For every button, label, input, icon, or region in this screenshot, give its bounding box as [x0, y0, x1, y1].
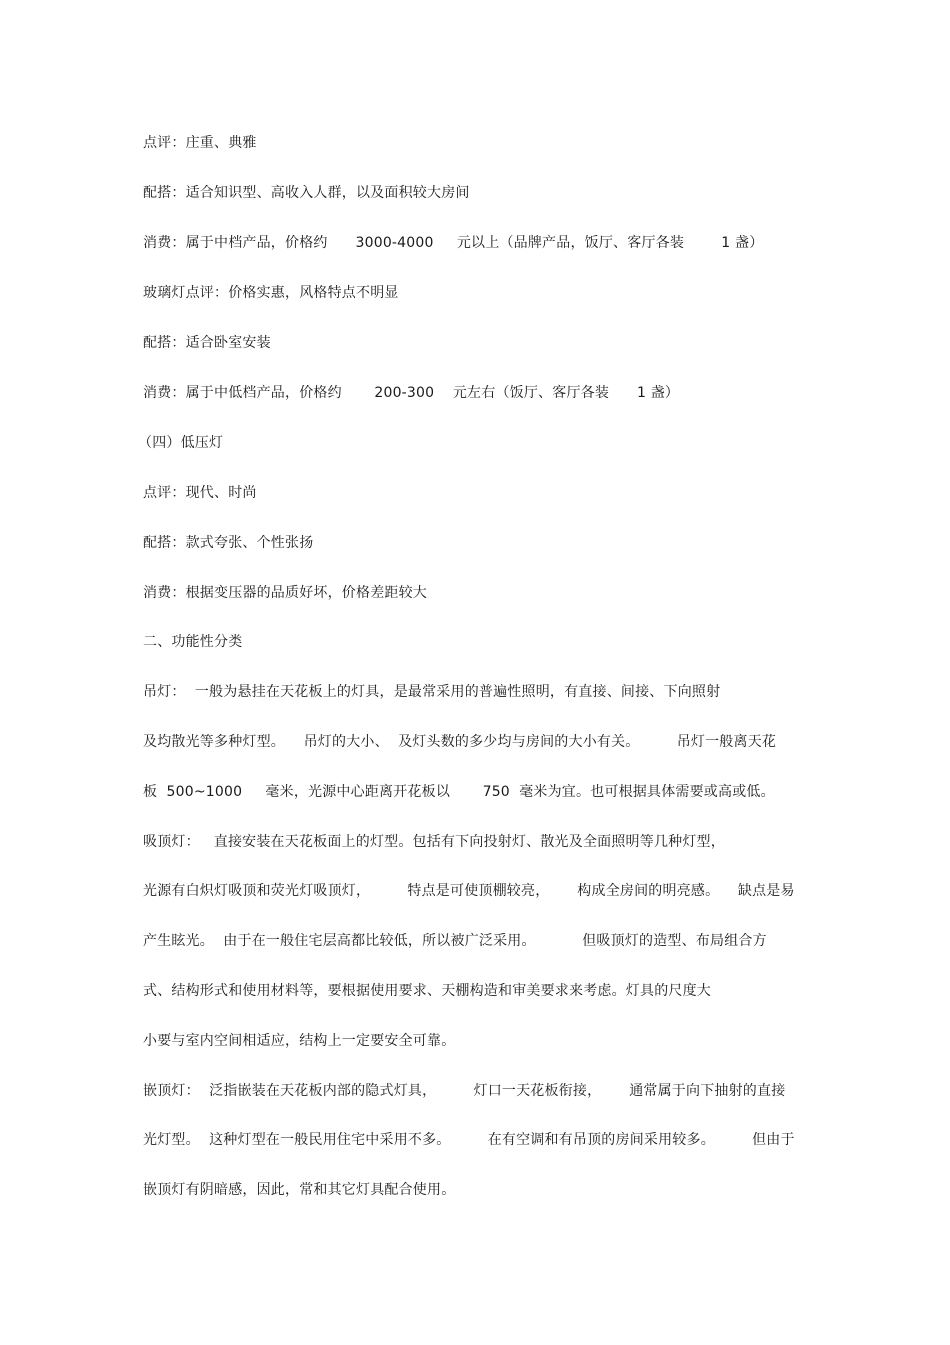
text-line-pendant-2: 及均散光等多种灯型。 吊灯的大小、 及灯头数的多少均与房间的大小有关。 吊灯一般离天花 [143, 734, 777, 750]
text-line-ceiling-4: 式、结构形式和使用材料等，要根据使用要求、天棚构造和审美要求来考虑。灯具的尺度大 [143, 983, 711, 999]
text-line-match-style: 配搭：款式夸张、个性张扬 [143, 535, 314, 551]
text-line-consume-transformer: 消费：根据变压器的品质好坏，价格差距较大 [143, 585, 427, 601]
section-heading-functional: 二、功能性分类 [143, 634, 243, 650]
text-line-consume-low: 消费：属于中低档产品，价格约 200-300 元左右（饭厅、客厅各装 1 盏） [143, 385, 680, 401]
text-line-recessed-1: 嵌顶灯： 泛指嵌装在天花板内部的隐式灯具， 灯口一天花板衔接， 通常属于向下抽射的直接 [143, 1083, 786, 1099]
text-line-pendant-1: 吊灯： 一般为悬挂在天花板上的灯具，是最常采用的普遍性照明，有直接、间接、下向照射 [143, 684, 721, 700]
text-line-ceiling-2: 光源有白炽灯吸顶和荧光灯吸顶灯， 特点是可使顶棚较亮， 构成全房间的明亮感。 缺点是易 [143, 883, 795, 899]
section-heading-low-voltage: （四）低压灯 [138, 435, 224, 451]
text-line-pendant-3: 板 500~1000 毫米，光源中心距离开花板以 750 毫米为宜。也可根据具体需要或高或低。 [143, 784, 775, 800]
text-line-review-modern: 点评：现代、时尚 [143, 485, 257, 501]
text-line-recessed-3: 嵌顶灯有阴暗感，因此，常和其它灯具配合使用。 [143, 1182, 456, 1198]
text-line-ceiling-3: 产生眩光。 由于在一般住宅层高都比较低，所以被广泛采用。 但吸顶灯的造型、布局组合方 [143, 933, 767, 949]
text-line-glass-review: 玻璃灯点评：价格实惠，风格特点不明显 [143, 285, 399, 301]
text-line-match-bedroom: 配搭：适合卧室安装 [143, 335, 271, 351]
text-line-consume-mid: 消费：属于中档产品，价格约 3000-4000 元以上（品牌产品，饭厅、客厅各装 1 盏） [143, 235, 764, 251]
text-line-ceiling-5: 小要与室内空间相适应，结构上一定要安全可靠。 [143, 1033, 456, 1049]
text-line-ceiling-1: 吸顶灯： 直接安装在天花板面上的灯型。包括有下向投射灯、散光及全面照明等几种灯型， [143, 834, 725, 850]
text-line-review-solemn: 点评：庄重、典雅 [143, 135, 257, 151]
text-line-match-knowledge: 配搭：适合知识型、高收入人群，以及面积较大房间 [143, 185, 470, 201]
text-line-recessed-2: 光灯型。 这种灯型在一般民用住宅中采用不多。 在有空调和有吊顶的房间采用较多。 但由于 [143, 1132, 795, 1148]
